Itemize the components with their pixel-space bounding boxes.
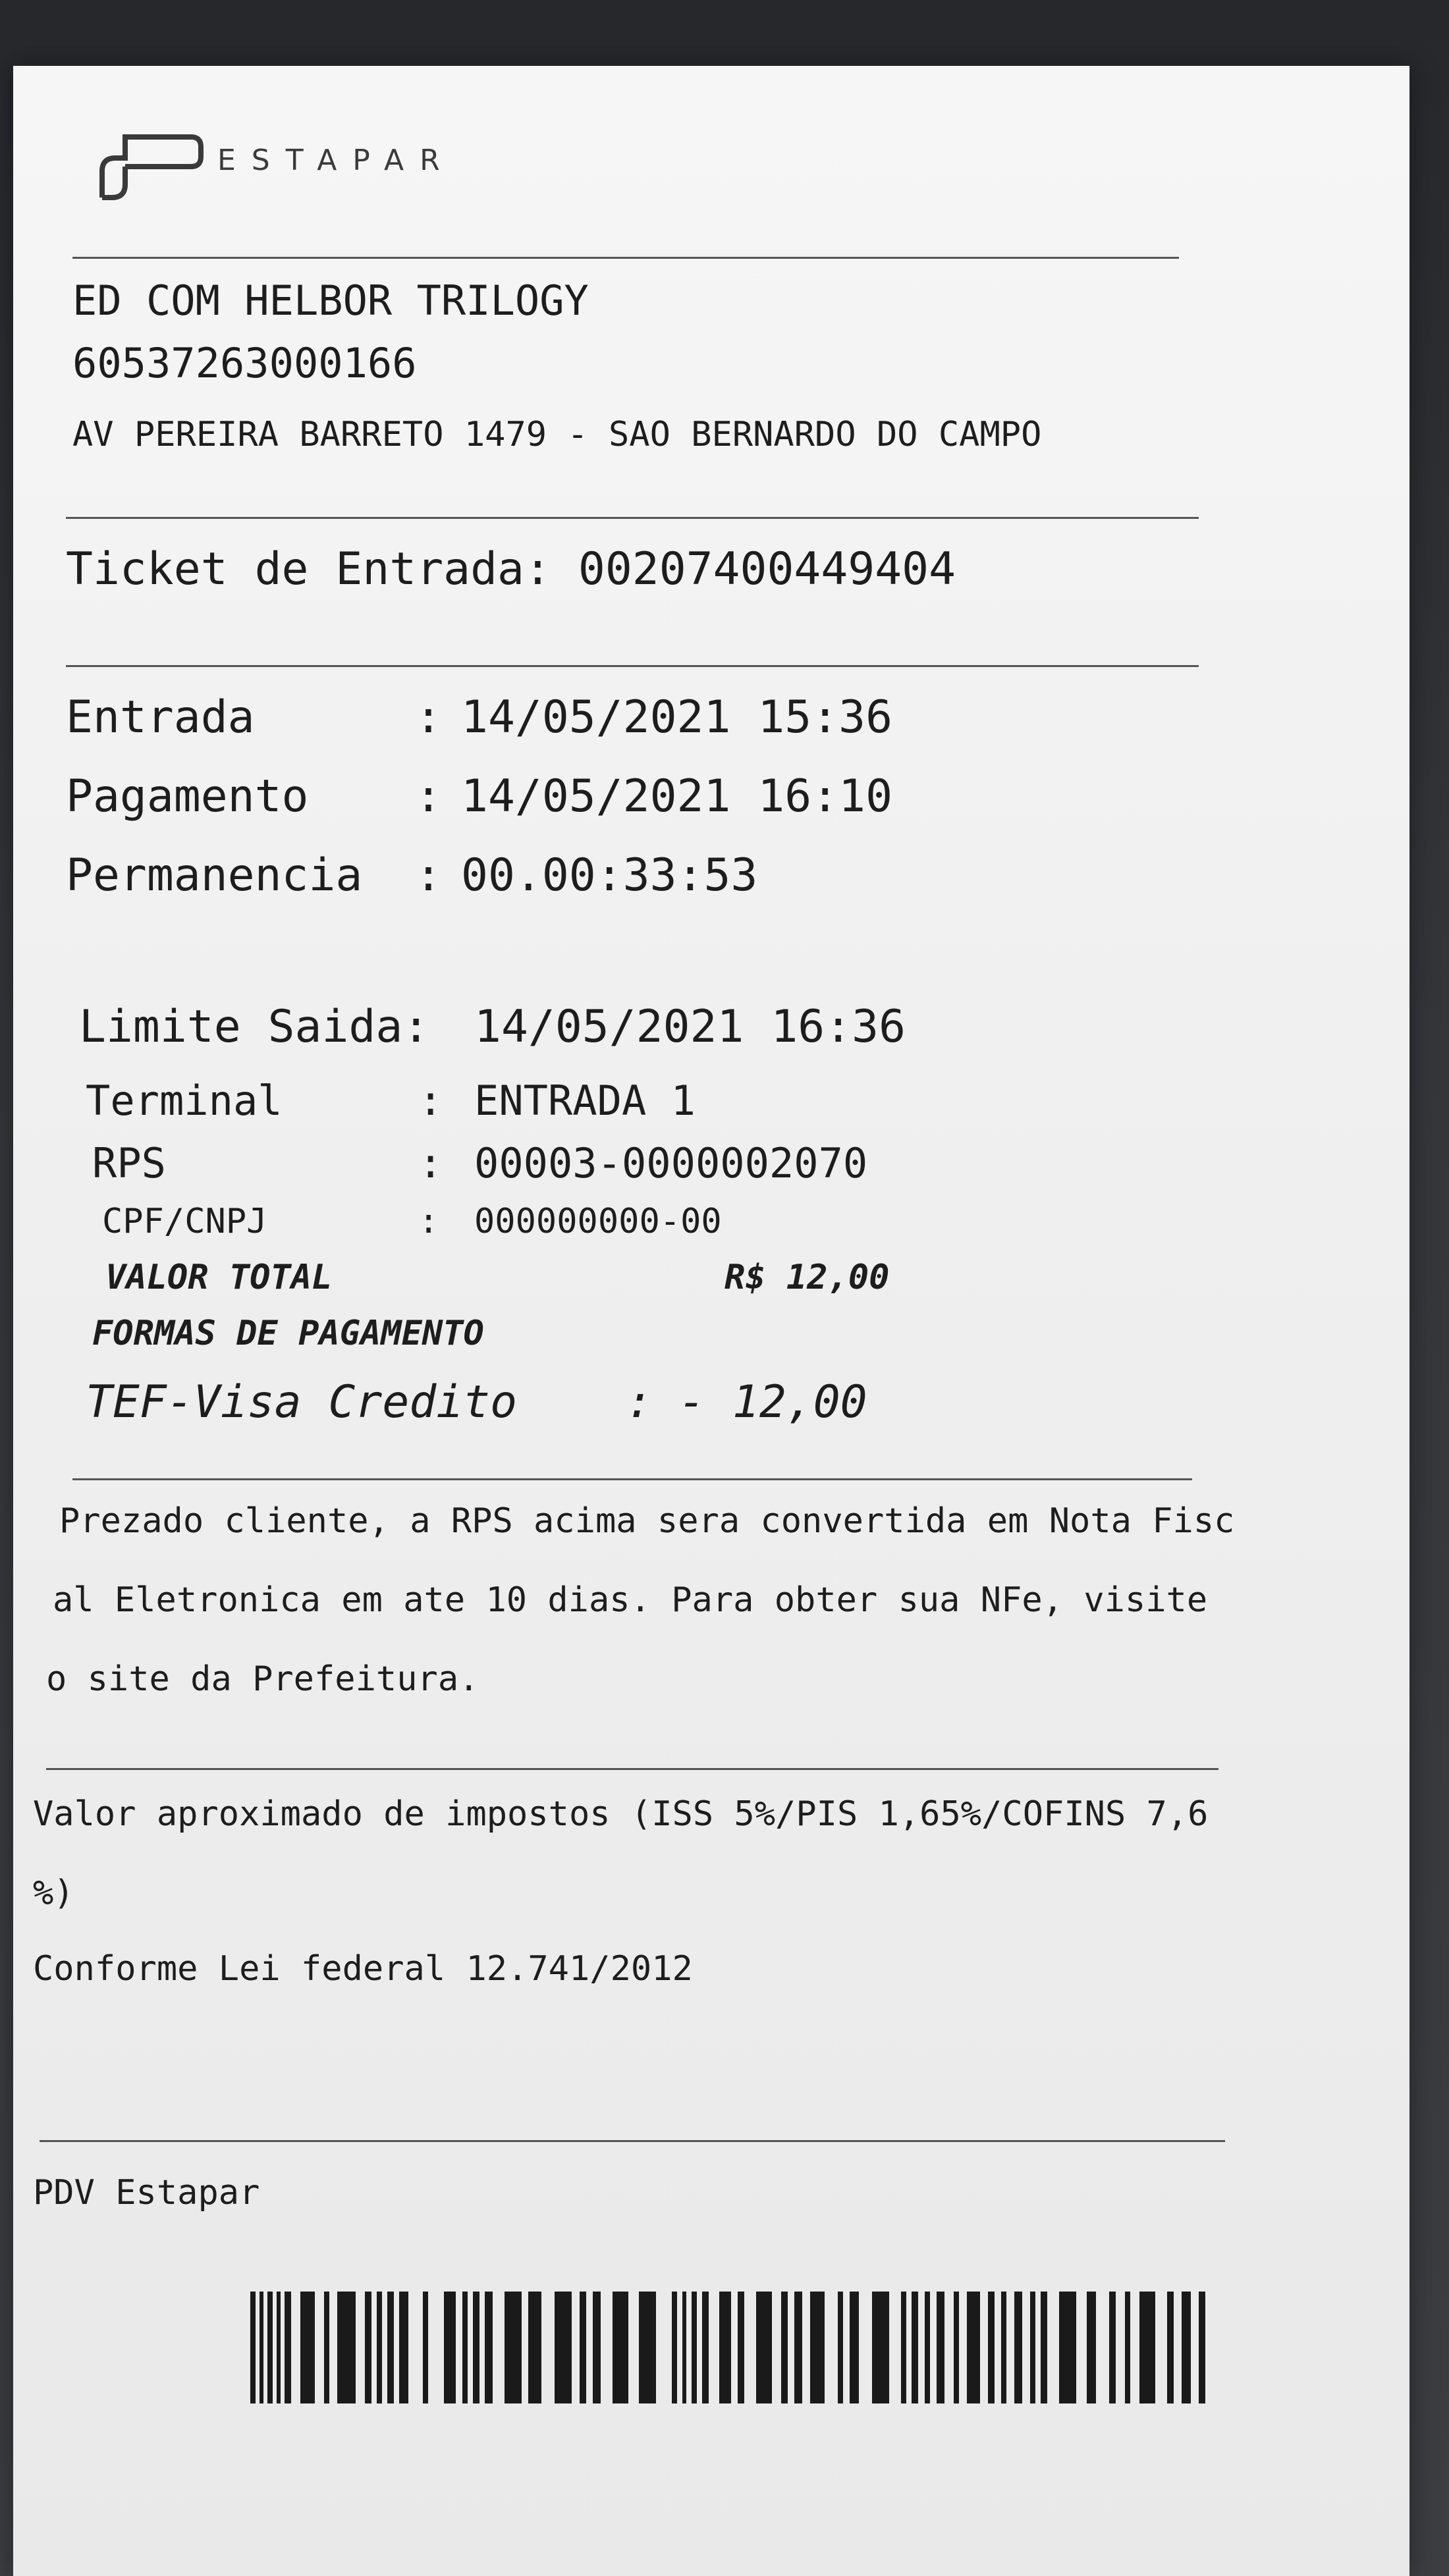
payment-value: 14/05/2021 16:10 [461, 770, 893, 822]
cpf-label: CPF/CNPJ [102, 1202, 267, 1241]
receipt [13, 66, 1409, 2576]
entry-time-row [66, 691, 893, 743]
duration-value: 00.00:33:53 [461, 849, 758, 901]
separator: : [415, 691, 442, 743]
notice-line-1: Prezado cliente, a RPS acima sera convertida em Nota Fisc [59, 1501, 1235, 1541]
notice-line-3: o site da Prefeitura. [46, 1659, 479, 1699]
payment-method-label: TEF-Visa Credito [86, 1376, 518, 1428]
brand-name: ESTAPAR [217, 144, 456, 177]
company-name: ED COM HELBOR TRILOGY [72, 277, 589, 325]
separator: : [418, 1202, 439, 1241]
cpf-row [102, 1202, 722, 1241]
payment-time-row [66, 770, 893, 822]
exit-limit-label: Limite Saida: [79, 1001, 430, 1053]
separator: : [418, 1139, 443, 1187]
total-label: VALOR TOTAL [105, 1258, 333, 1297]
pdv-label: PDV Estapar [33, 2173, 260, 2213]
payment-methods-label: FORMAS DE PAGAMENTO [92, 1314, 484, 1353]
divider [66, 665, 1199, 667]
cpf-value: 000000000-00 [474, 1202, 722, 1241]
terminal-label: Terminal [86, 1077, 283, 1125]
separator: : [626, 1376, 653, 1428]
rps-value: 00003-0000002070 [474, 1139, 868, 1187]
exit-limit-value: 14/05/2021 16:36 [474, 1001, 906, 1053]
divider [72, 257, 1179, 259]
company-address: AV PEREIRA BARRETO 1479 - SAO BERNARDO DO CAMPO [72, 415, 1042, 454]
ticket-label: Ticket de Entrada: [66, 543, 551, 595]
tax-line-3: Conforme Lei federal 12.741/2012 [33, 1949, 693, 1989]
brand-logo [86, 125, 547, 204]
payment-label: Pagamento [66, 770, 309, 822]
payment-method-row [86, 1376, 867, 1428]
exit-limit-row [79, 1001, 906, 1053]
duration-label: Permanencia [66, 849, 363, 901]
ticket-line [66, 543, 956, 595]
terminal-row [86, 1077, 696, 1125]
divider [46, 1768, 1218, 1770]
entry-label: Entrada [66, 691, 255, 743]
separator: : [415, 770, 442, 822]
tax-line-2: %) [33, 1873, 74, 1913]
notice-line-2: al Eletronica em ate 10 dias. Para obter sua NFe, visite [53, 1580, 1208, 1620]
total-value: R$ 12,00 [724, 1258, 890, 1297]
rps-row [92, 1139, 868, 1187]
divider [40, 2140, 1225, 2142]
ticket-number: 00207400449404 [578, 543, 956, 595]
terminal-value: ENTRADA 1 [474, 1077, 696, 1125]
company-cnpj: 60537263000166 [72, 339, 417, 387]
separator: : [418, 1077, 443, 1125]
payment-method-value: - 12,00 [678, 1376, 867, 1428]
duration-row [66, 849, 758, 901]
tax-line-1: Valor aproximado de impostos (ISS 5%/PIS 1,65%/COFINS 7,6 [33, 1794, 1209, 1834]
rps-label: RPS [92, 1139, 166, 1187]
estapar-logo-icon [86, 125, 211, 204]
entry-value: 14/05/2021 15:36 [461, 691, 893, 743]
barcode-icon [250, 2292, 1212, 2403]
divider [66, 517, 1199, 519]
total-row [105, 1258, 890, 1297]
separator: : [415, 849, 442, 901]
divider [72, 1478, 1192, 1480]
